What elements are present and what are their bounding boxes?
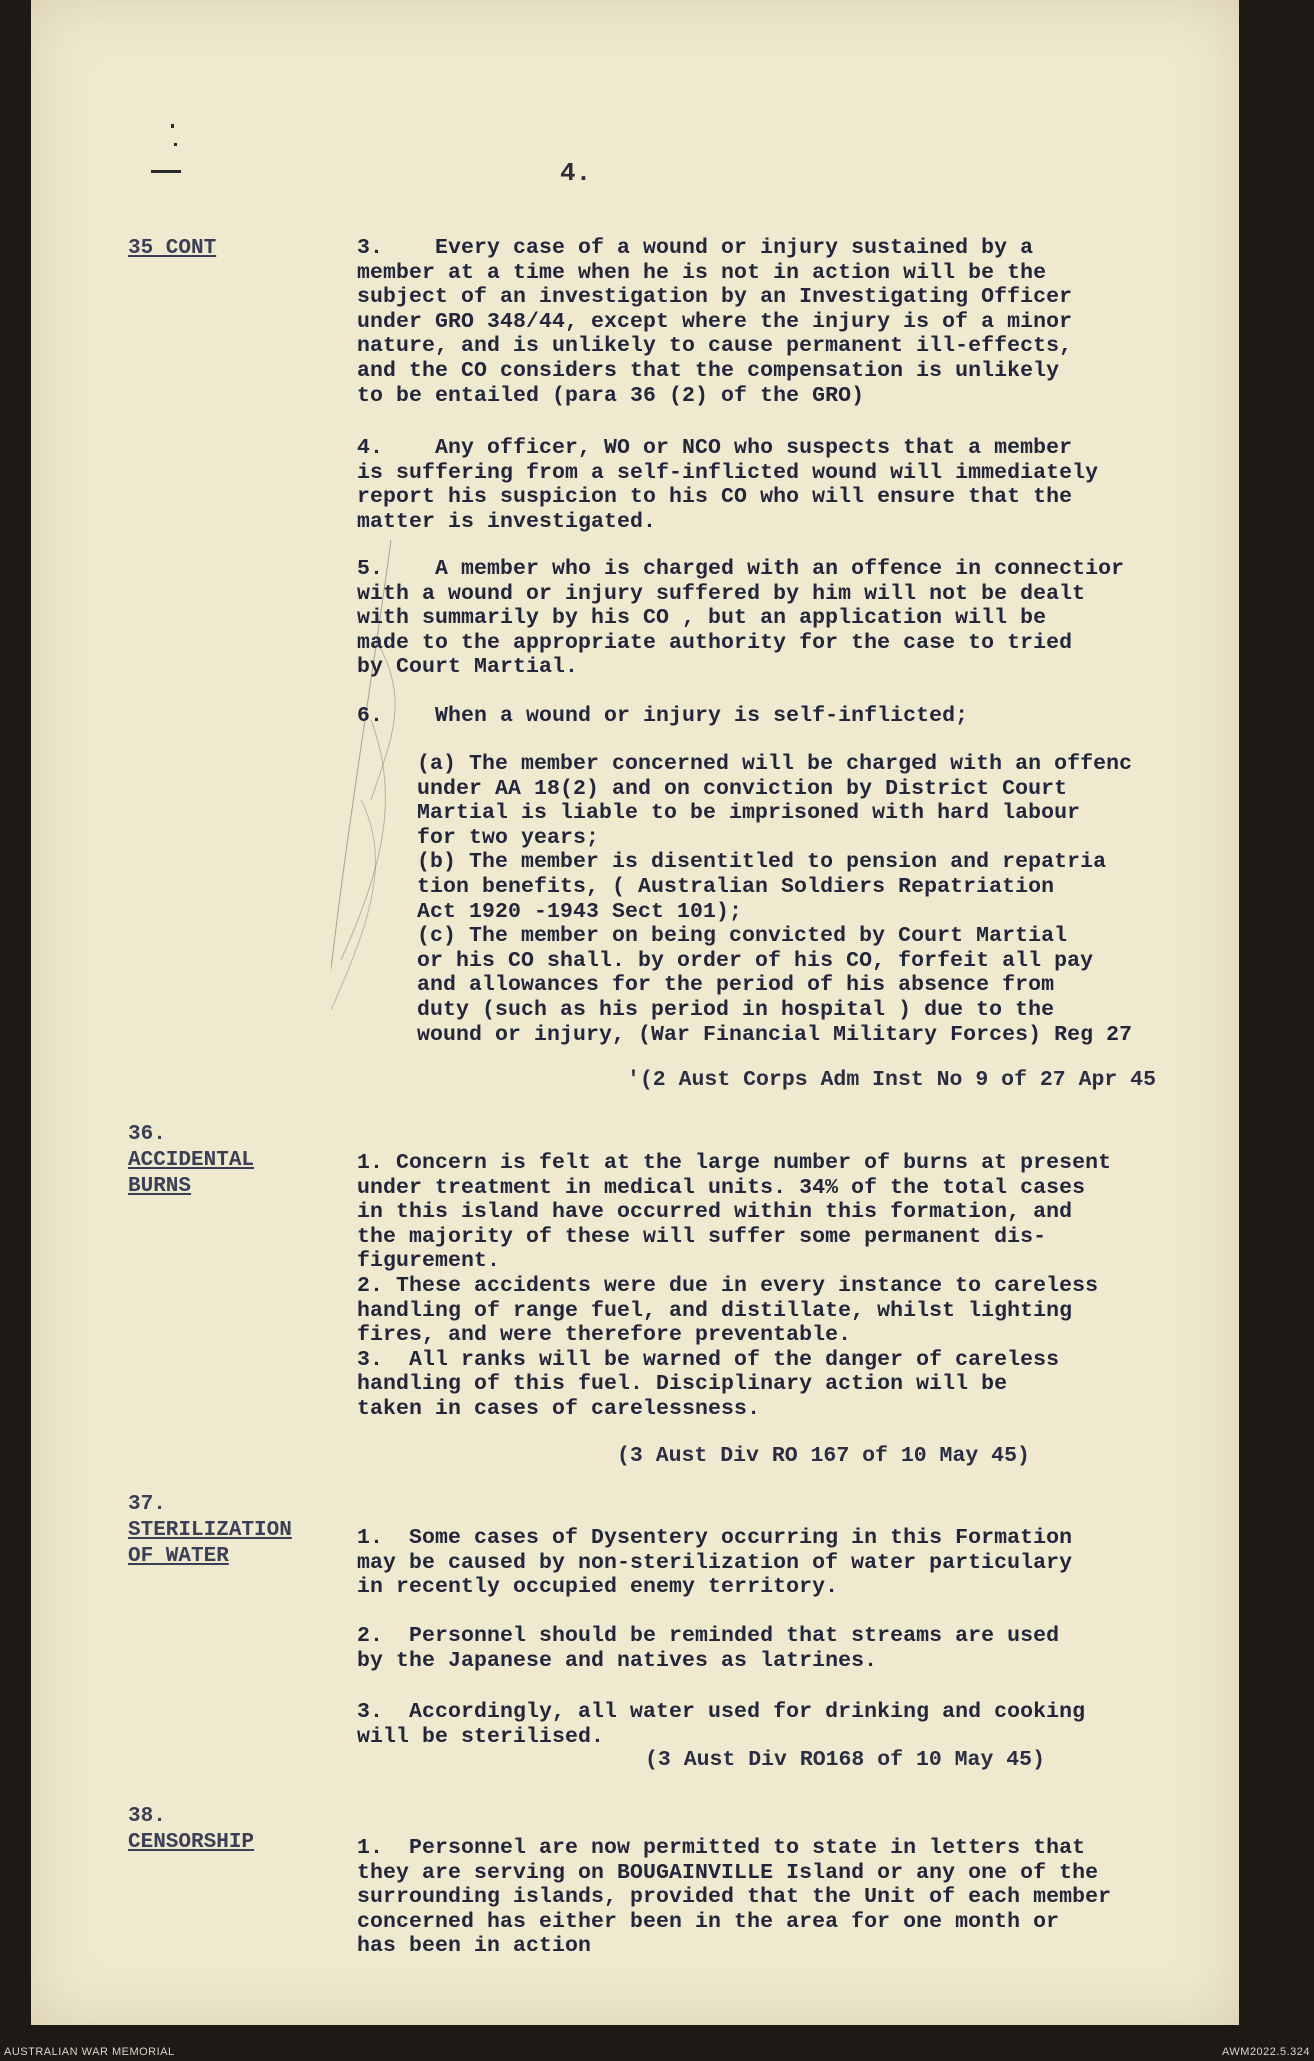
punch-mark: [171, 124, 174, 128]
section-heading-line: 37.: [128, 1493, 166, 1516]
text-line: report his suspicion to his CO who will ensure that the: [357, 485, 1073, 510]
text-line: concerned has either been in the area for one month or: [357, 1909, 1060, 1934]
text-line: 1. Personnel are now permitted to state in letters that: [357, 1836, 1086, 1860]
text-line: 1. Concern is felt at the large number of burns at present: [357, 1151, 1112, 1175]
section-heading-line: ACCIDENTAL: [128, 1149, 255, 1172]
section-heading-38: [128, 1804, 254, 1856]
section-35-paragraph: [357, 236, 1072, 408]
text-line: Act 1920 -1943 Sect 101);: [417, 899, 743, 924]
text-line: 5. A member who is charged with an offence in connectior: [357, 557, 1125, 581]
text-line: handling of this fuel. Disciplinary action will be: [357, 1372, 1008, 1397]
text-line: and allowances for the period of his absence from: [417, 973, 1055, 998]
text-line: Martial is liable to be imprisoned with hard labour: [417, 801, 1081, 826]
section-heading-line: STERILIZATION: [128, 1519, 292, 1542]
text-line: and the CO considers that the compensation is unlikely: [357, 358, 1060, 383]
section-heading-line: 36.: [128, 1123, 166, 1146]
section-37-paragraph: [357, 1526, 1072, 1600]
section-35-paragraph: [357, 436, 1098, 534]
text-line: under treatment in medical units. 34% of the total cases: [357, 1175, 1086, 1200]
text-line: the majority of these will suffer some permanent dis-: [357, 1224, 1047, 1249]
section-35-paragraph: [417, 752, 1132, 1047]
section-37-paragraph: [357, 1700, 1085, 1749]
section-heading-line: 38.: [128, 1805, 166, 1828]
text-line: by Court Martial.: [357, 655, 579, 680]
section-heading-line: 35 CONT: [128, 237, 217, 260]
text-line: in recently occupied enemy territory.: [357, 1575, 839, 1600]
text-line: they are serving on BOUGAINVILLE Island or any one of the: [357, 1860, 1099, 1885]
footer-left: AUSTRALIAN WAR MEMORIAL: [4, 2046, 175, 2058]
text-line: will be sterilised.: [357, 1724, 605, 1749]
text-line: 3. All ranks will be warned of the danger of careless: [357, 1347, 1060, 1372]
section-36-reference: (3 Aust Div RO 167 of 10 May 45): [617, 1444, 1030, 1468]
text-line: (a) The member concerned will be charged with an offenc: [417, 752, 1133, 776]
text-line: or his CO shall. by order of his CO, forfeit all pay: [417, 948, 1094, 973]
section-35-reference: '(2 Aust Corps Adm Inst No 9 of 27 Apr 45: [627, 1068, 1156, 1092]
text-line: with summarily by his CO , but an application will be: [357, 606, 1047, 631]
section-heading-35: [128, 236, 216, 262]
text-line: surrounding islands, provided that the Unit of each member: [357, 1885, 1112, 1910]
footer-right: AWM2022.5.324: [1221, 2046, 1310, 2058]
section-37-reference: (3 Aust Div RO168 of 10 May 45): [645, 1748, 1045, 1772]
section-38-paragraph: [357, 1836, 1111, 1959]
text-line: 2. These accidents were due in every instance to careless: [357, 1273, 1099, 1298]
text-line: tion benefits, ( Australian Soldiers Repatriation: [417, 874, 1055, 899]
text-line: 2. Personnel should be reminded that streams are used: [357, 1624, 1060, 1648]
text-line: taken in cases of carelessness.: [357, 1396, 761, 1421]
text-line: (b) The member is disentitled to pension and repatria: [417, 850, 1107, 875]
page-number: 4.: [560, 158, 592, 188]
text-line: to be entailed (para 36 (2) of the GRO): [357, 383, 865, 408]
text-line: under AA 18(2) and on conviction by District Court: [417, 776, 1068, 801]
text-line: may be caused by non-sterilization of water particulary: [357, 1550, 1073, 1575]
text-line: 6. When a wound or injury is self-inflicted;: [357, 704, 969, 728]
section-heading-line: BURNS: [128, 1175, 192, 1198]
text-line: 3. Every case of a wound or injury sustained by a: [357, 236, 1034, 260]
text-line: duty (such as his period in hospital ) due to the: [417, 997, 1055, 1022]
text-line: 3. Accordingly, all water used for drinking and cooking: [357, 1700, 1086, 1724]
text-line: fires, and were therefore preventable.: [357, 1323, 852, 1348]
section-heading-line: OF WATER: [128, 1545, 229, 1568]
text-line: in this island have occurred within this formation, and: [357, 1200, 1073, 1225]
section-35-paragraph: [357, 704, 968, 729]
section-35-paragraph: [357, 557, 1124, 680]
text-line: figurement.: [357, 1249, 501, 1274]
text-line: nature, and is unlikely to cause permanent ill-effects,: [357, 334, 1073, 359]
section-36-paragraph: [357, 1151, 1111, 1422]
section-heading-36: [128, 1122, 254, 1200]
text-line: subject of an investigation by an Investigating Officer: [357, 285, 1073, 310]
text-line: member at a time when he is not in action will be the: [357, 260, 1047, 285]
section-heading-line: CENSORSHIP: [128, 1831, 255, 1854]
text-line: 4. Any officer, WO or NCO who suspects that a member: [357, 436, 1073, 460]
text-line: with a wound or injury suffered by him will not be dealt: [357, 581, 1086, 606]
text-line: wound or injury, (War Financial Military Forces) Reg 27: [417, 1022, 1133, 1047]
text-line: 1. Some cases of Dysentery occurring in this Formation: [357, 1526, 1073, 1550]
section-37-paragraph: [357, 1624, 1059, 1673]
text-line: (c) The member on being convicted by Court Martial: [417, 924, 1068, 949]
punch-mark: [174, 143, 177, 146]
section-heading-37: [128, 1492, 292, 1570]
text-line: matter is investigated.: [357, 509, 657, 534]
text-line: handling of range fuel, and distillate, whilst lighting: [357, 1298, 1073, 1323]
text-line: made to the appropriate authority for the case to tried: [357, 630, 1073, 655]
punch-mark: [151, 170, 181, 173]
text-line: under GRO 348/44, except where the injury is of a minor: [357, 309, 1073, 334]
text-line: by the Japanese and natives as latrines.: [357, 1648, 878, 1673]
text-line: is suffering from a self-inflicted wound will immediately: [357, 460, 1099, 485]
text-line: has been in action: [357, 1934, 592, 1959]
text-line: for two years;: [417, 825, 600, 850]
